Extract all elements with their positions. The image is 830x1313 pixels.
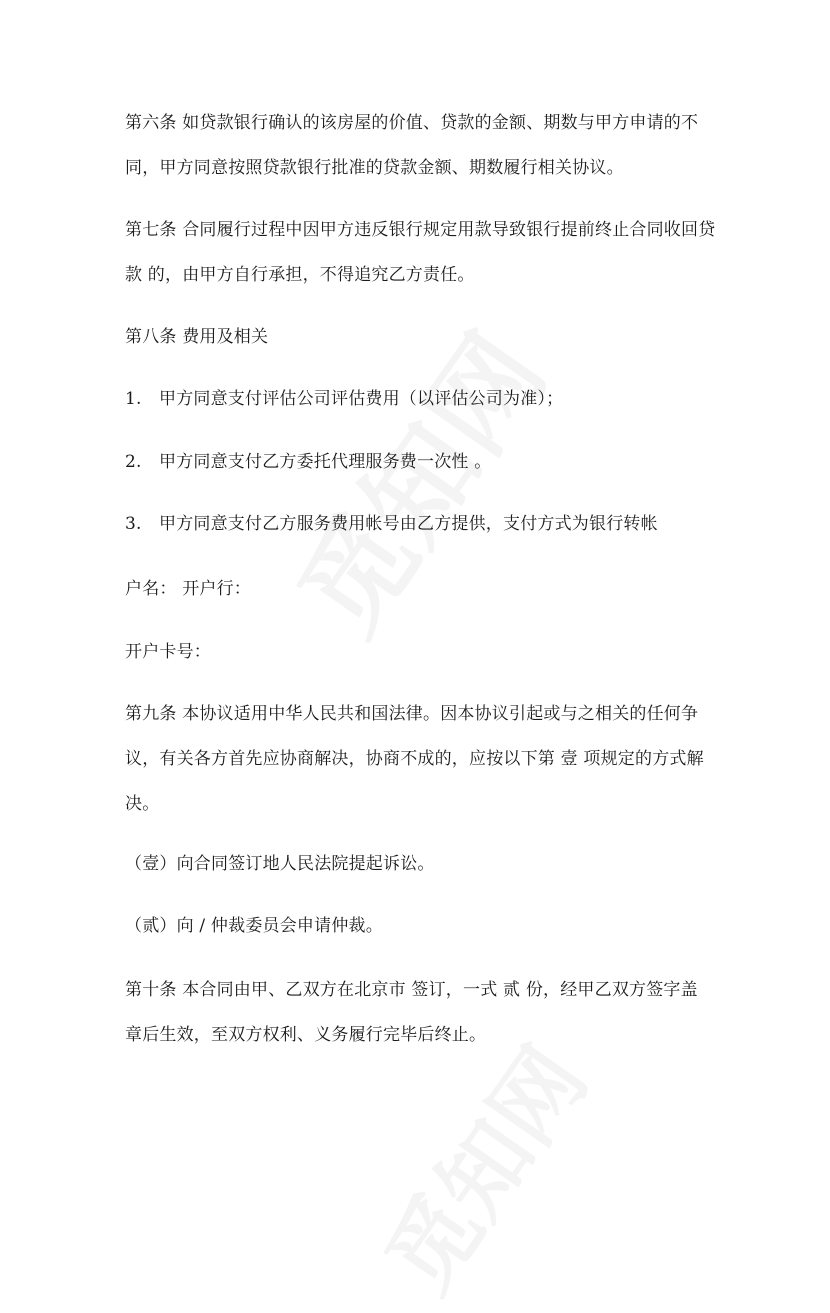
account-card-number: 开户卡号： [125,642,211,662]
article-8-title: 第八条 费用及相关 [125,327,269,347]
fee-item-text: 甲方同意支付乙方委托代理服务费一次性 。 [159,452,492,472]
article-6-line-2: 同，甲方同意按照贷款银行批准的贷款金额、期数履行相关协议。 [125,158,624,178]
fee-item-1 [125,387,563,411]
watermark [349,1017,610,1313]
fee-item-3 [125,512,658,536]
article-10-line-2: 章后生效，至双方权利、义务履行完毕后终止。 [125,1025,487,1045]
fee-item-text: 甲方同意支付评估公司评估费用（以评估公司为准）； [159,389,564,409]
dispute-option-2: （贰）向 / 仲裁委员会申请仲裁。 [125,916,383,936]
fee-item-number: 1. [125,389,142,409]
article-7-line-2: 款 的，由甲方自行承担，不得追究乙方责任。 [125,265,475,285]
fee-item-number: 2. [125,452,142,472]
article-7-line-1: 第七条 合同履行过程中因甲方违反银行规定用款导致银行提前终止合同收回贷 [125,220,716,240]
dispute-option-1: （壹）向合同签订地人民法院提起诉讼。 [125,854,435,874]
fee-item-text: 甲方同意支付乙方服务费用帐号由乙方提供，支付方式为银行转帐 [159,514,658,534]
fee-item-number: 3. [125,514,142,534]
watermark [256,299,575,660]
fee-item-2 [125,450,491,474]
article-6-line-1: 第六条 如贷款银行确认的该房屋的价值、贷款的金额、期数与甲方申请的不 [125,113,699,133]
account-name-bank: 户名： 开户行： [125,579,252,599]
article-9-line-3: 决。 [125,794,160,814]
article-9-line-1: 第九条 本协议适用中华人民共和国法律。因本协议引起或与之相关的任何争 [125,704,699,724]
article-10-line-1: 第十条 本合同由甲、乙双方在北京市 签订，一式 贰 份，经甲乙双方签字盖 [125,980,698,1000]
article-9-line-2: 议，有关各方首先应协商解决，协商不成的，应按以下第 壹 项规定的方式解 [125,749,704,769]
